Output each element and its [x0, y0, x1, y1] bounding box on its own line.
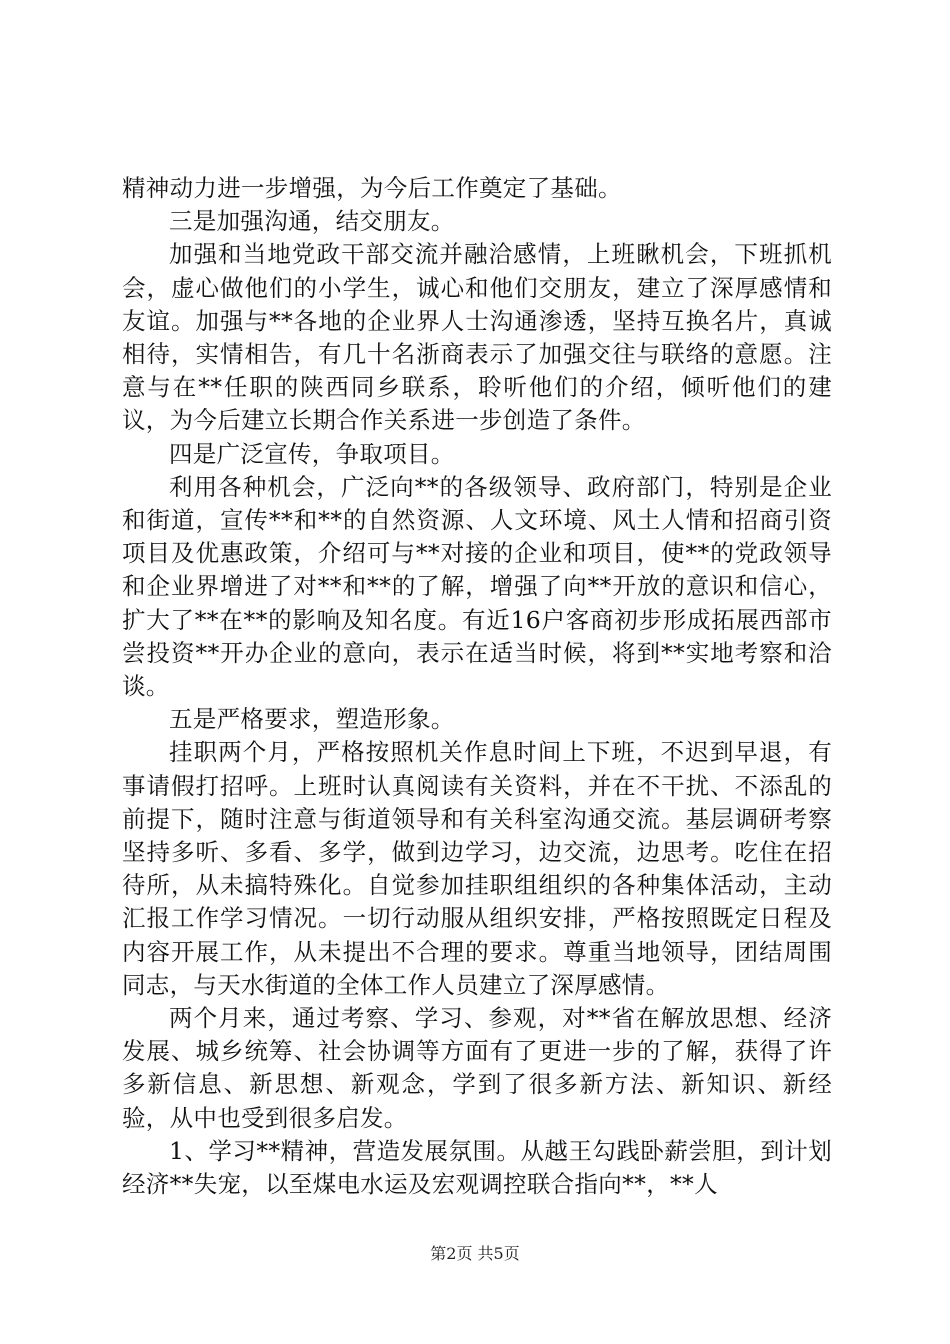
- section-heading: 三是加强沟通，结交朋友。: [169, 207, 455, 236]
- section-heading: 五是严格要求，塑造形象。: [169, 705, 455, 734]
- paragraph: 挂职两个月，严格按照机关作息时间上下班，不迟到早退，有事请假打招呼。上班时认真阅读有关资料，并在不干扰、不添乱的前提下，随时注意与街道领导和有关科室沟通交流。基层调研考察坚持多听、多看、多学，做到边学习，边交流，边思考。吃住在招待所，从未搞特殊化。自觉参加挂职组组织的各种集体活动，主动汇报工作学习情况。一切行动服从组织安排，严格按照既定日程及内容开展工作，从未提出不合理的要求。尊重当地领导，团结周围同志，与天水街道的全体工作人员建立了深厚感情。: [122, 738, 832, 999]
- paragraph: 两个月来，通过考察、学习、参观，对**省在解放思想、经济发展、城乡统筹、社会协调等方面有了更进一步的了解，获得了许多新信息、新思想、新观念，学到了很多新方法、新知识、新经验，从中也受到很多启发。: [122, 1004, 832, 1132]
- numbered-paragraph: 1、学习**精神，营造发展氛围。从越王勾践卧薪尝胆，到计划经济**失宠，以至煤电水运及宏观调控联合指向**，**人: [122, 1136, 832, 1199]
- paragraph: 利用各种机会，广泛向**的各级领导、政府部门，特别是企业和街道，宣传**和**的自然资源、人文环境、风土人情和招商引资项目及优惠政策，介绍可与**对接的企业和项目，使**的党政领导和企业界增进了对**和**的了解，增强了向**开放的意识和信心，扩大了**在**的影响及知名度。有近16户客商初步形成拓展西部市尝投资**开办企业的意向，表示在适当时候，将到**实地考察和洽谈。: [122, 472, 832, 701]
- page-number: 第2页 共5页: [430, 1244, 520, 1263]
- page-footer: [0, 1244, 950, 1264]
- paragraph: 精神动力进一步增强，为今后工作奠定了基础。: [122, 174, 622, 202]
- paragraph: 加强和当地党政干部交流并融洽感情，上班瞅机会，下班抓机会，虚心做他们的小学生，诚心和他们交朋友，建立了深厚感情和友谊。加强与**各地的企业界人士沟通渗透，坚持互换名片，真诚相待，实情相告，有几十名浙商表示了加强交往与联络的意愿。注意与在**任职的陕西同乡联系，聆听他们的介绍，倾听他们的建议，为今后建立长期合作关系进一步创造了条件。: [122, 240, 832, 435]
- section-heading: 四是广泛宣传，争取项目。: [169, 439, 455, 468]
- document-body: [122, 172, 832, 1201]
